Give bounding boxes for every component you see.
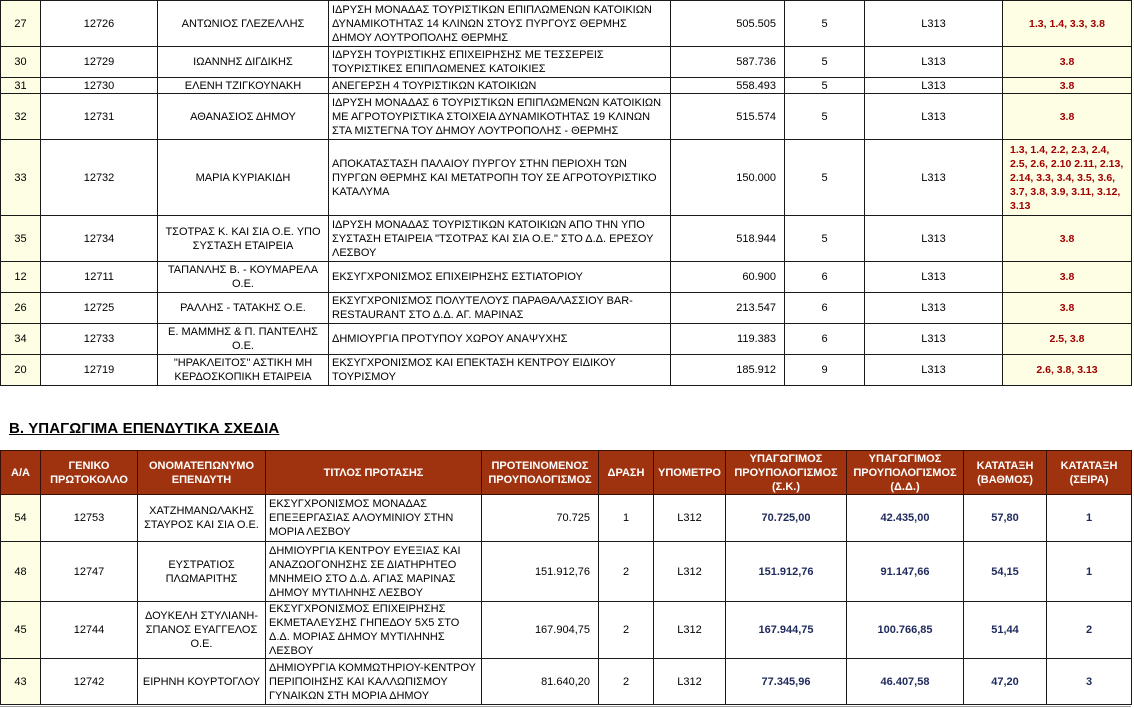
protocol-number: 12729	[41, 47, 158, 78]
table-header-row	[1, 451, 1132, 495]
row-number: 45	[1, 602, 41, 659]
ranking-score: 51,44	[964, 602, 1047, 659]
budget-amount: 185.912	[671, 355, 785, 386]
investor-name: Ε. ΜΑΜΜΗΣ & Π. ΠΑΝΤΕΛΗΣ Ο.Ε.	[158, 324, 329, 355]
header-protocol: ΓΕΝΙΚΟ ΠΡΩΤΟΚΟΛΛΟ	[41, 451, 138, 495]
table-row	[1, 1, 1132, 47]
protocol-number: 12730	[41, 78, 158, 94]
table-row	[1, 542, 1132, 602]
budget-amount: 587.736	[671, 47, 785, 78]
table-row	[1, 495, 1132, 542]
investor-name: ΔΟΥΚΕΛΗ ΣΤΥΛΙΑΝΗ- ΣΠΑΝΟΣ ΕΥΑΓΓΕΛΟΣ Ο.Ε.	[138, 602, 266, 659]
eligible-budget-public: 91.147,66	[847, 542, 964, 602]
investor-name: ΙΩΑΝΝΗΣ ΔΙΓΔΙΚΗΣ	[158, 47, 329, 78]
protocol-number: 12747	[41, 542, 138, 602]
criteria-codes: 3.8	[1003, 293, 1132, 324]
table-row	[1, 659, 1132, 705]
eligible-budget-total: 77.345,96	[726, 659, 847, 705]
ranking-score: 54,15	[964, 542, 1047, 602]
criteria-codes: 1.3, 1.4, 2.2, 2.3, 2.4, 2.5, 2.6, 2.10 2.11, 2.13, 2.14, 3.3, 3.4, 3.5, 3.6, 3.7, 3.8, 3.9, 3.11, 3.12, 3.13	[1003, 140, 1132, 216]
criteria-codes: 3.8	[1003, 47, 1132, 78]
proposal-title: ΙΔΡΥΣΗ ΤΟΥΡΙΣΤΙΚΗΣ ΕΠΙΧΕΙΡΗΣΗΣ ΜΕ ΤΕΣΣΕΡΕΙΣ ΤΟΥΡΙΣΤΙΚΕΣ ΕΠΙΠΛΩΜΕΝΕΣ ΚΑΤΟΙΚΙΕΣ	[329, 47, 671, 78]
action-number: 2	[599, 659, 654, 705]
investor-name: ΧΑΤΖΗΜΑΝΩΛΑΚΗΣ ΣΤΑΥΡΟΣ ΚΑΙ ΣΙΑ Ο.Ε.	[138, 495, 266, 542]
criteria-codes: 1.3, 1.4, 3.3, 3.8	[1003, 1, 1132, 47]
ranking-score: 57,80	[964, 495, 1047, 542]
ranking-score: 47,20	[964, 659, 1047, 705]
proposed-budget: 167.904,75	[482, 602, 599, 659]
proposal-title: ΔΗΜΙΟΥΡΓΙΑ ΚΕΝΤΡΟΥ ΕΥΕΞΙΑΣ ΚΑΙ ΑΝΑΖΩΟΓΟΝΗΣΗΣ ΣΕ ΔΙΑΤΗΡΗΤΕΟ ΜΝΗΜΕΙΟ ΣΤΟ Δ.Δ. ΑΓΙΑΣ ΜΑΡΙΝΑΣ ΔΗΜΟΥ ΜΥΤΙΛΗΝΗΣ ΛΕΣΒΟΥ	[266, 542, 482, 602]
ranking-order: 1	[1047, 495, 1132, 542]
row-number: 54	[1, 495, 41, 542]
table-row	[1, 140, 1132, 216]
sub-measure: L313	[865, 140, 1003, 216]
protocol-number: 12711	[41, 262, 158, 293]
criteria-codes: 3.8	[1003, 94, 1132, 140]
proposal-title: ΕΚΣΥΓΧΡΟΝΙΣΜΟΣ ΕΠΙΧΕΙΡΗΣΗΣ ΕΣΤΙΑΤΟΡΙΟΥ	[329, 262, 671, 293]
ranking-order: 1	[1047, 542, 1132, 602]
budget-amount: 505.505	[671, 1, 785, 47]
ranking-order: 3	[1047, 659, 1132, 705]
investor-name: ΕΙΡΗΝΗ ΚΟΥΡΤΟΓΛΟΥ	[138, 659, 266, 705]
eligible-budget-total: 151.912,76	[726, 542, 847, 602]
header-ranking-score: ΚΑΤΑΤΑΞΗ (ΒΑΘΜΟΣ)	[964, 451, 1047, 495]
table-row	[1, 262, 1132, 293]
table-row	[1, 78, 1132, 94]
row-number: 31	[1, 78, 41, 94]
proposal-title: ΔΗΜΙΟΥΡΓΙΑ ΚΟΜΜΩΤΗΡΙΟΥ-ΚΕΝΤΡΟΥ ΠΕΡΙΠΟΙΗΣΗΣ ΚΑΙ ΚΑΛΛΩΠΙΣΜΟΥ ΓΥΝΑΙΚΩΝ ΣΤΗ ΜΟΡΙΑ ΔΗΜΟΥ	[266, 659, 482, 705]
eligible-budget-public: 100.766,85	[847, 602, 964, 659]
protocol-number: 12733	[41, 324, 158, 355]
row-number: 34	[1, 324, 41, 355]
section-title: Β. ΥΠΑΓΩΓΙΜΑ ΕΠΕΝΔΥΤΙΚΑ ΣΧΕΔΙΑ	[9, 420, 280, 437]
protocol-number: 12744	[41, 602, 138, 659]
table-row	[1, 324, 1132, 355]
table-row	[1, 602, 1132, 659]
investor-name: ΕΥΣΤΡΑΤΙΟΣ ΠΛΩΜΑΡΙΤΗΣ	[138, 542, 266, 602]
eligible-budget-public: 46.407,58	[847, 659, 964, 705]
proposed-budget: 81.640,20	[482, 659, 599, 705]
protocol-number: 12734	[41, 216, 158, 262]
action-number: 2	[599, 602, 654, 659]
header-sub-measure: ΥΠΟΜΕΤΡΟ	[654, 451, 726, 495]
sub-measure: L313	[865, 216, 1003, 262]
header-aa: Α/Α	[1, 451, 41, 495]
row-number: 33	[1, 140, 41, 216]
proposal-title: ΕΚΣΥΓΧΡΟΝΙΣΜΟΣ ΠΟΛΥΤΕΛΟΥΣ ΠΑΡΑΘΑΛΑΣΣΙΟΥ BAR-RESTAURANT ΣΤΟ Δ.Δ. ΑΓ. ΜΑΡΙΝΑΣ	[329, 293, 671, 324]
eligible-plans-table	[0, 450, 1132, 705]
sub-measure: L313	[865, 78, 1003, 94]
proposal-title: ΕΚΣΥΓΧΡΟΝΙΣΜΟΣ ΜΟΝΑΔΑΣ ΕΠΕΞΕΡΓΑΣΙΑΣ ΑΛΟΥΜΙΝΙΟΥ ΣΤΗΝ ΜΟΡΙΑ ΛΕΣΒΟΥ	[266, 495, 482, 542]
sub-measure: L313	[865, 355, 1003, 386]
header-eligible-budget-public: ΥΠΑΓΩΓΙΜΟΣ ΠΡΟΥΠΟΛΟΓΙΣΜΟΣ (Δ.Δ.)	[847, 451, 964, 495]
proposal-title: ΕΚΣΥΓΧΡΟΝΙΣΜΟΣ ΚΑΙ ΕΠΕΚΤΑΣΗ ΚΕΝΤΡΟΥ ΕΙΔΙΚΟΥ ΤΟΥΡΙΣΜΟΥ	[329, 355, 671, 386]
protocol-number: 12753	[41, 495, 138, 542]
action-number: 6	[785, 262, 865, 293]
proposal-title: ΙΔΡΥΣΗ ΜΟΝΑΔΑΣ 6 ΤΟΥΡΙΣΤΙΚΩΝ ΕΠΙΠΛΩΜΕΝΩΝ ΚΑΤΟΙΚΙΩΝ ΜΕ ΑΓΡΟΤΟΥΡΙΣΤΙΚΑ ΣΤΟΙΧΕΙΑ ΔΥΝΑΜΙΚΟΤΗΤΑΣ 19 ΚΛΙΝΩΝ ΣΤΑ ΜΙΣΤΕΓΝΑ ΤΟΥ ΔΗΜΟΥ ΛΟΥΤΡΟΠΟΛΗΣ - ΘΕΡΜΗΣ	[329, 94, 671, 140]
investor-name: ΤΣΟΤΡΑΣ Κ. ΚΑΙ ΣΙΑ Ο.Ε. ΥΠΟ ΣΥΣΤΑΣΗ ΕΤΑΙΡΕΙΑ	[158, 216, 329, 262]
investor-name: ΡΑΛΛΗΣ - ΤΑΤΑΚΗΣ Ο.Ε.	[158, 293, 329, 324]
ranking-order: 2	[1047, 602, 1132, 659]
investor-name: "ΗΡΑΚΛΕΙΤΟΣ" ΑΣΤΙΚΗ ΜΗ ΚΕΡΔΟΣΚΟΠΙΚΗ ΕΤΑΙΡΕΙΑ	[158, 355, 329, 386]
criteria-codes: 2.6, 3.8, 3.13	[1003, 355, 1132, 386]
proposed-budget: 151.912,76	[482, 542, 599, 602]
row-number: 26	[1, 293, 41, 324]
row-number: 30	[1, 47, 41, 78]
table-row	[1, 94, 1132, 140]
row-number: 35	[1, 216, 41, 262]
budget-amount: 515.574	[671, 94, 785, 140]
header-proposal-title: ΤΙΤΛΟΣ ΠΡΟΤΑΣΗΣ	[266, 451, 482, 495]
protocol-number: 12725	[41, 293, 158, 324]
table-row	[1, 293, 1132, 324]
budget-amount: 150.000	[671, 140, 785, 216]
header-eligible-budget-total: ΥΠΑΓΩΓΙΜΟΣ ΠΡΟΥΠΟΛΟΓΙΣΜΟΣ (Σ.Κ.)	[726, 451, 847, 495]
criteria-codes: 3.8	[1003, 78, 1132, 94]
sub-measure: L312	[654, 542, 726, 602]
row-number: 32	[1, 94, 41, 140]
sub-measure: L313	[865, 1, 1003, 47]
investor-name: ΑΝΤΩΝΙΟΣ ΓΛΕΖΕΛΛΗΣ	[158, 1, 329, 47]
header-investor-name: ΟΝΟΜΑΤΕΠΩΝΥΜΟ ΕΠΕΝΔΥΤΗ	[138, 451, 266, 495]
budget-amount: 558.493	[671, 78, 785, 94]
action-number: 6	[785, 324, 865, 355]
page-divider	[0, 706, 1131, 707]
header-action: ΔΡΑΣΗ	[599, 451, 654, 495]
eligible-budget-total: 70.725,00	[726, 495, 847, 542]
action-number: 9	[785, 355, 865, 386]
criteria-codes: 3.8	[1003, 216, 1132, 262]
investor-name: ΜΑΡΙΑ ΚΥΡΙΑΚΙΔΗ	[158, 140, 329, 216]
action-number: 5	[785, 47, 865, 78]
protocol-number: 12742	[41, 659, 138, 705]
sub-measure: L312	[654, 602, 726, 659]
sub-measure: L312	[654, 495, 726, 542]
action-number: 5	[785, 1, 865, 47]
investor-name: ΕΛΕΝΗ ΤΖΙΓΚΟΥΝΑΚΗ	[158, 78, 329, 94]
sub-measure: L313	[865, 324, 1003, 355]
sub-measure: L313	[865, 47, 1003, 78]
proposal-title: ΙΔΡΥΣΗ ΜΟΝΑΔΑΣ ΤΟΥΡΙΣΤΙΚΩΝ ΕΠΙΠΛΩΜΕΝΩΝ ΚΑΤΟΙΚΙΩΝ ΔΥΝΑΜΙΚΟΤΗΤΑΣ 14 ΚΛΙΝΩΝ ΣΤΟΥΣ ΠΥΡΓΟΥΣ ΘΕΡΜΗΣ ΔΗΜΟΥ ΛΟΥΤΡΟΠΟΛΗΣ ΘΕΡΜΗΣ	[329, 1, 671, 47]
proposal-title: ΙΔΡΥΣΗ ΜΟΝΑΔΑΣ ΤΟΥΡΙΣΤΙΚΩΝ ΚΑΤΟΙΚΙΩΝ ΑΠΟ ΤΗΝ ΥΠΟ ΣΥΣΤΑΣΗ ΕΤΑΙΡΕΙΑ "ΤΣΟΤΡΑΣ ΚΑΙ ΣΙΑ Ο.Ε." ΣΤΟ Δ.Δ. ΕΡΕΣΟΥ ΛΕΣΒΟΥ	[329, 216, 671, 262]
sub-measure: L313	[865, 94, 1003, 140]
proposal-title: ΔΗΜΙΟΥΡΓΙΑ ΠΡΟΤΥΠΟΥ ΧΩΡΟΥ ΑΝΑΨΥΧΗΣ	[329, 324, 671, 355]
action-number: 6	[785, 293, 865, 324]
budget-amount: 119.383	[671, 324, 785, 355]
proposal-title: ΑΝΕΓΕΡΣΗ 4 ΤΟΥΡΙΣΤΙΚΩΝ ΚΑΤΟΙΚΙΩΝ	[329, 78, 671, 94]
investor-name: ΑΘΑΝΑΣΙΟΣ ΔΗΜΟΥ	[158, 94, 329, 140]
action-number: 1	[599, 495, 654, 542]
action-number: 2	[599, 542, 654, 602]
budget-amount: 60.900	[671, 262, 785, 293]
action-number: 5	[785, 94, 865, 140]
proposed-budget: 70.725	[482, 495, 599, 542]
row-number: 12	[1, 262, 41, 293]
budget-amount: 518.944	[671, 216, 785, 262]
criteria-codes: 3.8	[1003, 262, 1132, 293]
action-number: 5	[785, 78, 865, 94]
row-number: 48	[1, 542, 41, 602]
criteria-codes: 2.5, 3.8	[1003, 324, 1132, 355]
row-number: 43	[1, 659, 41, 705]
action-number: 5	[785, 140, 865, 216]
table-row	[1, 355, 1132, 386]
sub-measure: L313	[865, 262, 1003, 293]
proposal-title: ΑΠΟΚΑΤΑΣΤΑΣΗ ΠΑΛΑΙΟΥ ΠΥΡΓΟΥ ΣΤΗΝ ΠΕΡΙΟΧΗ ΤΩΝ ΠΥΡΓΩΝ ΘΕΡΜΗΣ ΚΑΙ ΜΕΤΑΤΡΟΠΗ ΤΟΥ ΣΕ ΑΓΡΟΤΟΥΡΙΣΤΙΚΟ ΚΑΤΑΛΥΜΑ	[329, 140, 671, 216]
budget-amount: 213.547	[671, 293, 785, 324]
eligible-budget-total: 167.944,75	[726, 602, 847, 659]
action-number: 5	[785, 216, 865, 262]
investor-name: ΤΑΠΑΝΛΗΣ Β. - ΚΟΥΜΑΡΕΛΑ Ο.Ε.	[158, 262, 329, 293]
proposal-title: ΕΚΣΥΓΧΡΟΝΙΣΜΟΣ ΕΠΙΧΕΙΡΗΣΗΣ ΕΚΜΕΤΑΛΕΥΣΗΣ ΓΗΠΕΔΟΥ 5Χ5 ΣΤΟ Δ.Δ. ΜΟΡΙΑΣ ΔΗΜΟΥ ΜΥΤΙΛΗΝΗΣ ΛΕΣΒΟΥ	[266, 602, 482, 659]
sub-measure: L312	[654, 659, 726, 705]
protocol-number: 12719	[41, 355, 158, 386]
sub-measure: L313	[865, 293, 1003, 324]
row-number: 27	[1, 1, 41, 47]
eligible-budget-public: 42.435,00	[847, 495, 964, 542]
row-number: 20	[1, 355, 41, 386]
header-proposed-budget: ΠΡΟΤΕΙΝΟΜΕΝΟΣ ΠΡΟΥΠΟΛΟΓΙΣΜΟΣ	[482, 451, 599, 495]
header-ranking-order: ΚΑΤΑΤΑΞΗ (ΣΕΙΡΑ)	[1047, 451, 1132, 495]
table-row	[1, 216, 1132, 262]
protocol-number: 12726	[41, 1, 158, 47]
table-row	[1, 47, 1132, 78]
protocol-number: 12732	[41, 140, 158, 216]
protocol-number: 12731	[41, 94, 158, 140]
